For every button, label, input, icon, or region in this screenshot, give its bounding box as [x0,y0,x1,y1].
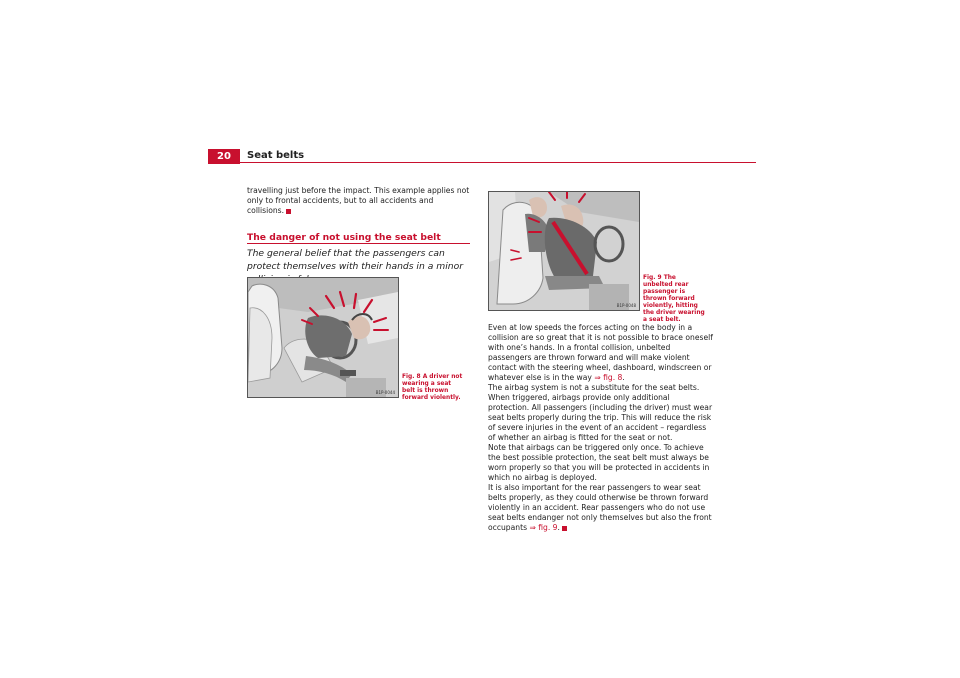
section-rule [247,243,470,244]
driver-unbelted-illustration [248,278,398,397]
figure-8-reference-link[interactable]: ⇒ fig. 8 [594,373,623,382]
main-text [488,323,713,533]
figure-9-reference-link[interactable]: ⇒ fig. 9 [529,523,558,532]
running-header: Seat belts [247,150,305,161]
section-heading: The danger of not using the seat belt [247,232,441,243]
figure-9-illustration [488,191,640,311]
paragraph-text: It is also important for the rear passengers to wear seat belts properly, as they could otherwise be thrown forward violently in an accident. Rear passengers who do not use seat belts endanger not only themselves but also the front occupants [488,483,712,532]
intro-text: travelling just before the impact. This example applies not only to frontal accidents, but to all accidents and collisions. [247,186,470,215]
intro-paragraph [247,186,470,216]
figure-8-illustration [247,277,399,398]
figure-8-caption: Fig. 8 A driver not wearing a seat belt is thrown forward violently. [402,374,463,401]
section-lead: The general belief that the passengers can protect themselves with their hands in a minor [247,248,464,272]
page-number: 20 [208,149,240,164]
paragraph: Note that airbags can be triggered only once. To achieve the best possible protection, the seat belt must always be worn properly so that you will be protected in accidents in which no airbag is deployed. [488,443,710,482]
figure-9-code: B1P-0048 [616,303,636,308]
figure-9-caption: Fig. 9 The unbelted rear passenger is thrown forward violently, hitting the driver wearing a seat belt. [643,275,705,323]
end-marker-icon [562,526,567,531]
rear-passenger-illustration [489,192,639,310]
header-rule [208,162,756,163]
paragraph: The airbag system is not a substitute for the seat belts. When triggered, airbags provide only additional protection. All passengers (including the driver) must wear seat belts properly during the trip. This will reduce the risk of severe injuries in the event of an accident – regardless of whether an airbag is fitted for the seat or not. [488,383,713,442]
end-marker-icon [286,209,291,214]
paragraph-text: Even at low speeds the forces acting on the body in a collision are so great that it is not possible to brace oneself with one’s hands. In a frontal collision, unbelted passengers are thrown forward and will make violent contact with the steering wheel, dashboard, windscreen or whatever else is in the way [488,323,713,382]
figure-8-code: B1P-0044 [375,390,395,395]
paragraph: Even at low speeds the forces acting on the body in a collision are so great that it is not possible to brace oneself with one’s hands. In a frontal collision, unbelted passengers are thrown forward and will make violent contact with the steering wheel, dashboard, windscreen or whatever else is in the way ⇒ fig. 8. [488,323,713,382]
paragraph: It is also important for the rear passengers to wear seat belts properly, as they could otherwise be thrown forward violently in an accident. Rear passengers who do not use seat belts endanger not only themselves but also the front occupants ⇒ fig. 9. [488,483,712,532]
